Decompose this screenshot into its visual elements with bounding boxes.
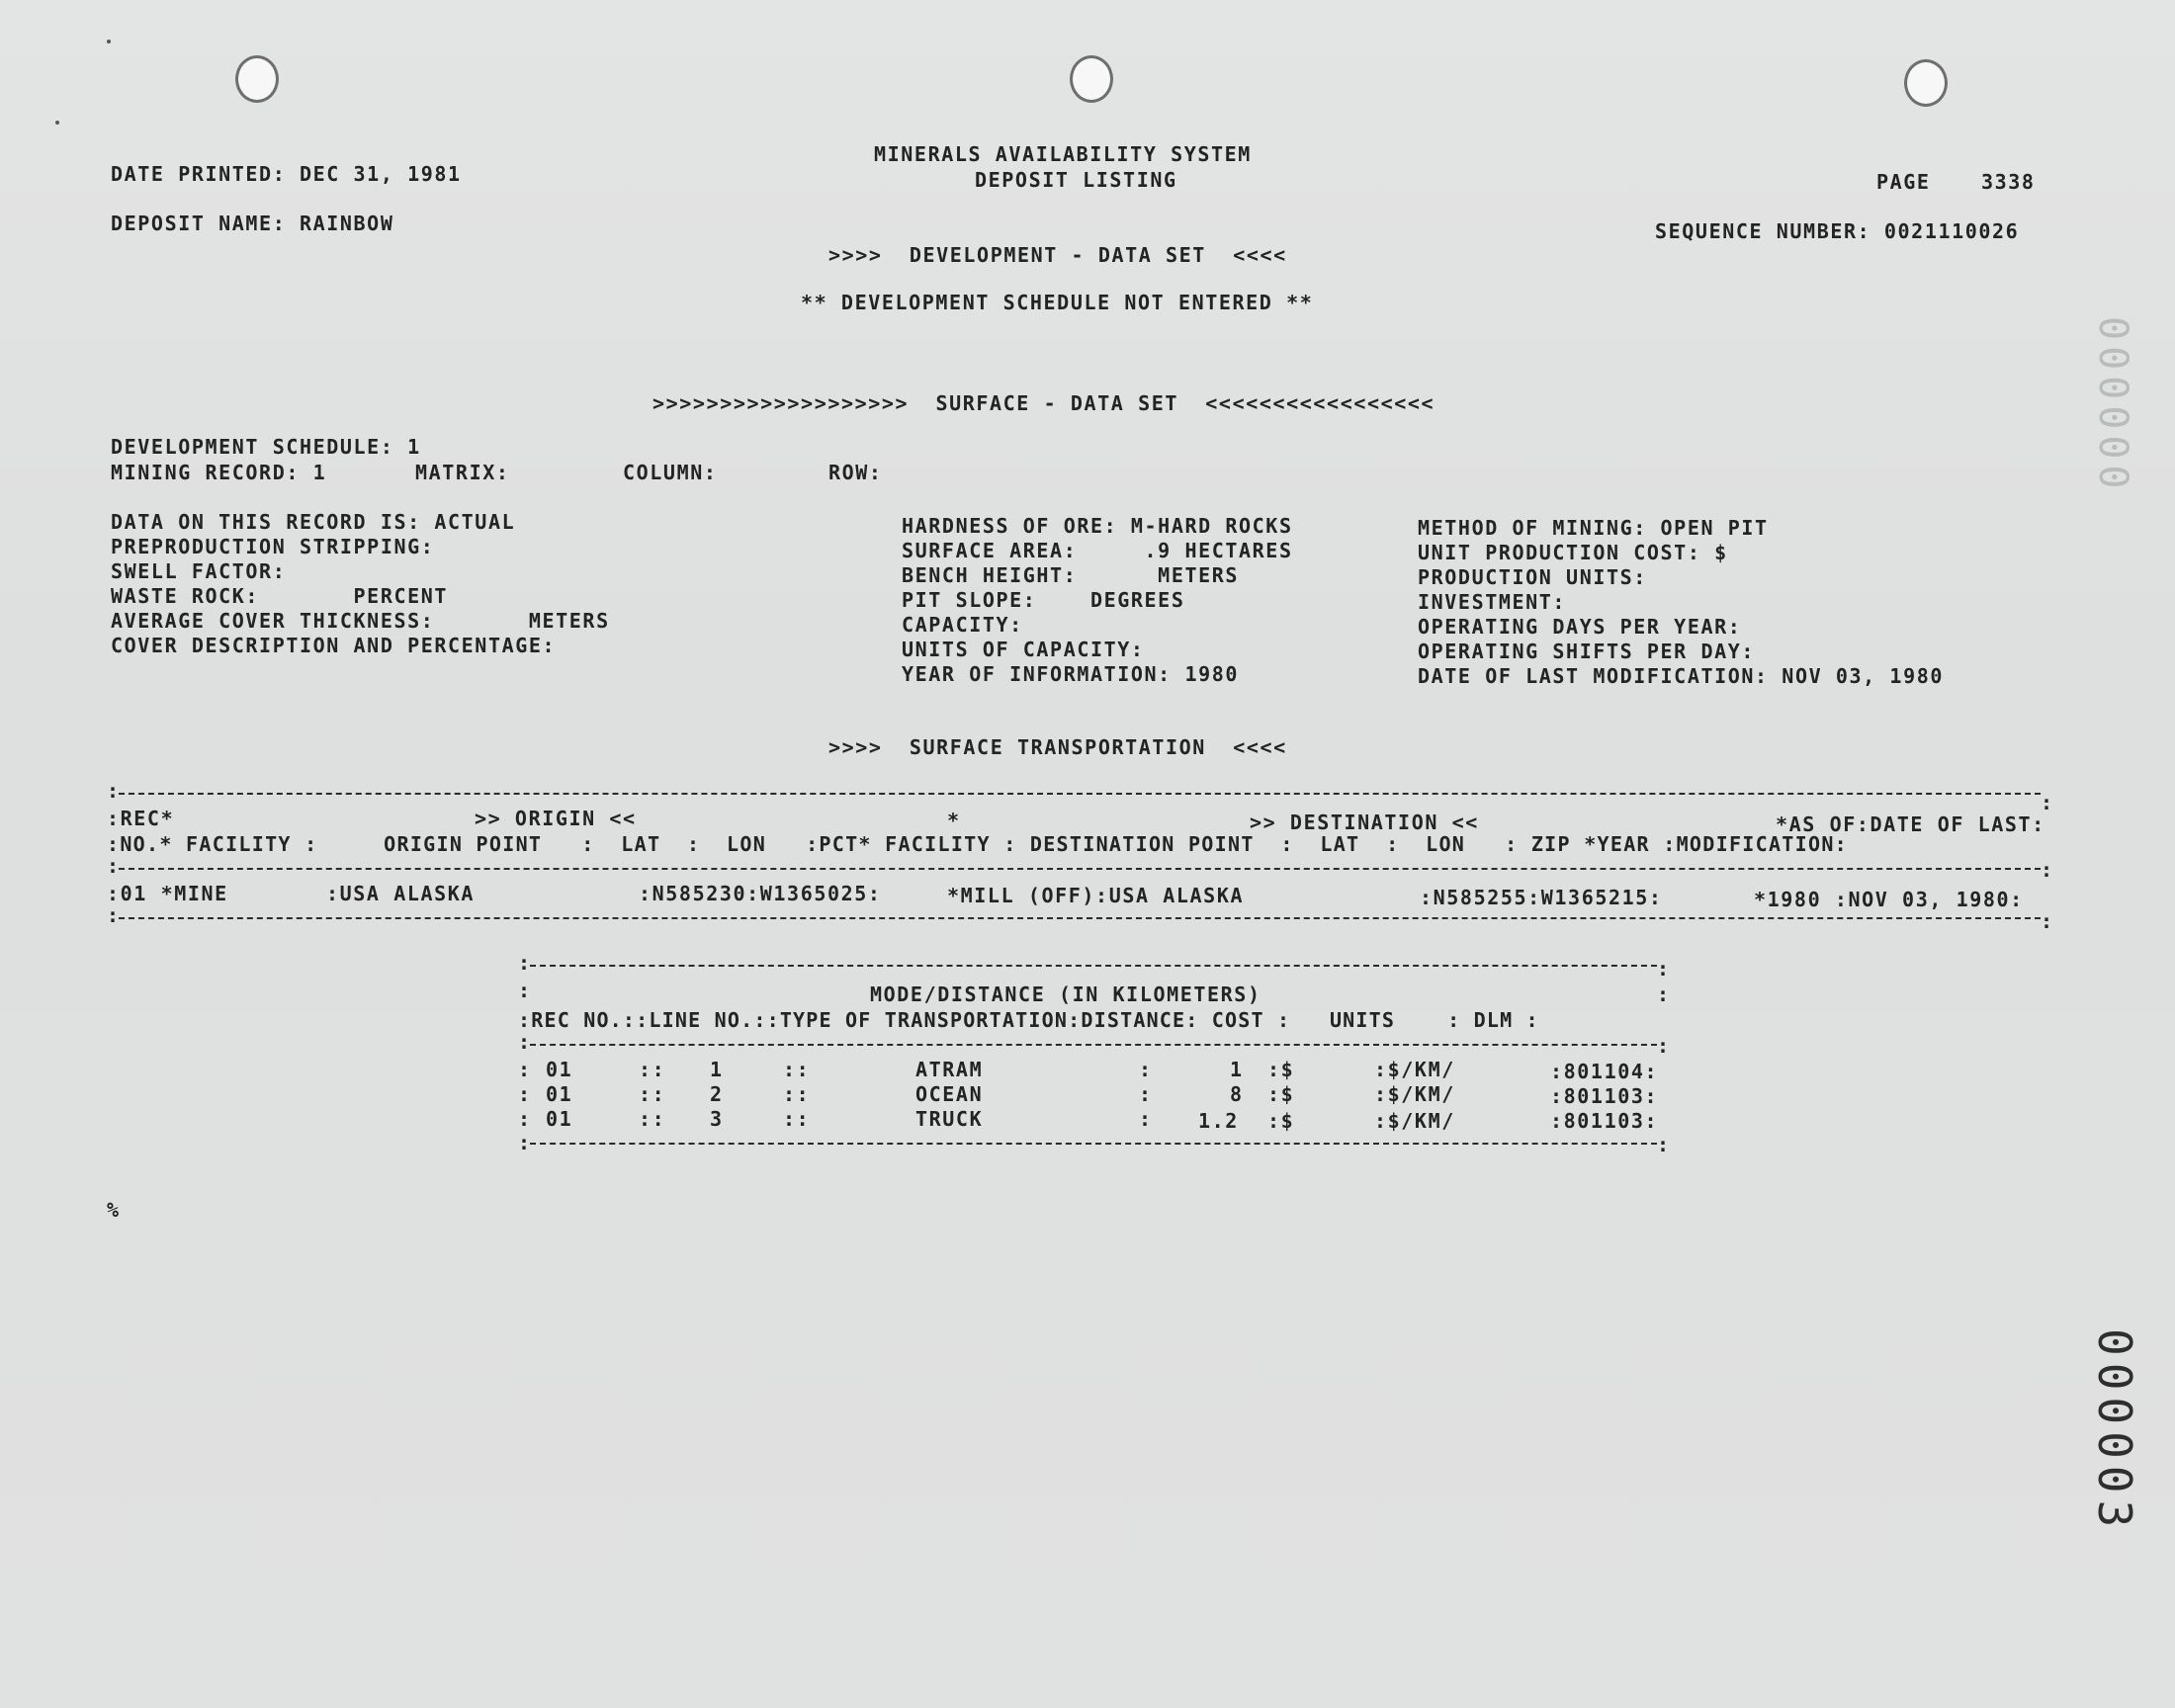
- table-edge-left: :: [107, 779, 120, 803]
- mode-cost: :$: [1267, 1058, 1295, 1081]
- mining-record: MINING RECORD: 1: [111, 461, 327, 484]
- page-number: 3338: [1981, 170, 2036, 194]
- mode-row-sep: :: [518, 1058, 532, 1081]
- development-banner: >>>> DEVELOPMENT - DATA SET <<<<: [828, 243, 1287, 267]
- sequence-number: SEQUENCE NUMBER: 0021110026: [1655, 219, 2020, 243]
- surface-left-field: COVER DESCRIPTION AND PERCENTAGE:: [111, 634, 557, 657]
- table-rule-bottom: [119, 917, 2041, 919]
- mode-line: 1: [710, 1058, 724, 1081]
- transport-head-columns: :NO.* FACILITY : ORIGIN POINT : LAT : LON :PCT* FACILITY : DESTINATION POINT : LAT : LON : ZIP *YEAR :MODIFICATION:: [107, 832, 1849, 856]
- mode-row-sep: :: [518, 1082, 532, 1106]
- mode-edge-left: :: [518, 951, 531, 975]
- mode-edge-left: :: [518, 979, 531, 1002]
- table-edge-right: :: [2041, 909, 2053, 933]
- transport-row-tail: *1980 :NOV 03, 1980:: [1754, 888, 2024, 911]
- surface-banner: >>>>>>>>>>>>>>>>>>> SURFACE - DATA SET <<<<<<<<<<<<<<<<<: [652, 391, 1436, 415]
- surface-left-field: WASTE ROCK: PERCENT: [111, 584, 449, 608]
- mode-edge-right: :: [1657, 1034, 1670, 1058]
- surface-middle-field: HARDNESS OF ORE: M-HARD ROCKS: [902, 514, 1293, 538]
- table-edge-left: :: [107, 903, 120, 927]
- mode-row-sep: :: [1139, 1082, 1153, 1106]
- mode-rec: 01: [546, 1107, 573, 1131]
- date-printed: DATE PRINTED: DEC 31, 1981: [111, 162, 462, 186]
- transport-head-destination: >> DESTINATION <<: [1250, 811, 1479, 834]
- transport-head-asof: *AS OF:DATE OF LAST:: [1776, 812, 2045, 836]
- mode-edge-left: :: [518, 1131, 531, 1154]
- mode-header: :REC NO.::LINE NO.::TYPE OF TRANSPORTATION:DISTANCE: COST : UNITS : DLM :: [518, 1008, 1539, 1032]
- transport-head-rec: :REC*: [107, 807, 175, 830]
- mode-units: :$/KM/: [1374, 1058, 1455, 1081]
- surface-middle-field: UNITS OF CAPACITY:: [902, 638, 1145, 661]
- development-schedule: DEVELOPMENT SCHEDULE: 1: [111, 435, 421, 459]
- transport-banner: >>>> SURFACE TRANSPORTATION <<<<: [828, 735, 1287, 759]
- table-edge-right: :: [2041, 791, 2053, 814]
- mode-row-sep: ::: [639, 1058, 666, 1081]
- surface-right-field: UNIT PRODUCTION COST: $: [1418, 541, 1728, 564]
- table-edge-right: :: [2041, 858, 2053, 882]
- mode-distance: 1: [1230, 1058, 1244, 1081]
- table-rule-top: [119, 793, 2041, 795]
- surface-right-field: OPERATING DAYS PER YEAR:: [1418, 615, 1742, 639]
- transport-row-rec: :01 *MINE: [107, 882, 228, 905]
- mode-line: 2: [710, 1082, 724, 1106]
- percent-mark: %: [107, 1198, 121, 1222]
- transport-row-destination-coords: :N585255:W1365215:: [1420, 886, 1663, 909]
- paper-speck: [107, 40, 111, 43]
- mode-row-sep: ::: [639, 1107, 666, 1131]
- mode-rec: 01: [546, 1082, 573, 1106]
- surface-right-field: METHOD OF MINING: OPEN PIT: [1418, 516, 1769, 540]
- mode-row-sep: ::: [783, 1058, 811, 1081]
- mode-row-sep: ::: [783, 1107, 811, 1131]
- mode-edge-left: :: [518, 1030, 531, 1054]
- surface-middle-field: BENCH HEIGHT: METERS: [902, 563, 1240, 587]
- mode-line: 3: [710, 1107, 724, 1131]
- mode-distance: 8: [1230, 1082, 1244, 1106]
- surface-middle-field: SURFACE AREA: .9 HECTARES: [902, 539, 1293, 562]
- transport-head-origin: >> ORIGIN <<: [475, 807, 637, 830]
- mode-type: TRUCK: [915, 1107, 984, 1131]
- column-label: COLUMN:: [623, 461, 718, 484]
- surface-right-field: INVESTMENT:: [1418, 590, 1567, 614]
- mode-dlm: :801104:: [1550, 1060, 1659, 1083]
- mode-cost: :$: [1267, 1109, 1295, 1133]
- mode-type: OCEAN: [915, 1082, 984, 1106]
- surface-right-field: OPERATING SHIFTS PER DAY:: [1418, 640, 1756, 663]
- transport-row-origin-coords: :N585230:W1365025:: [639, 882, 882, 905]
- punch-hole-center: [1070, 55, 1113, 103]
- mode-edge-right: :: [1657, 957, 1670, 981]
- deposit-name: DEPOSIT NAME: RAINBOW: [111, 212, 394, 235]
- mode-row-sep: :: [1139, 1058, 1153, 1081]
- mode-type: ATRAM: [915, 1058, 984, 1081]
- punch-hole-left: [235, 55, 279, 103]
- transport-row-origin-point: :USA ALASKA: [326, 882, 476, 905]
- table-edge-left: :: [107, 854, 120, 878]
- mode-edge-right: :: [1657, 1133, 1670, 1156]
- surface-middle-field: YEAR OF INFORMATION: 1980: [902, 662, 1240, 686]
- surface-left-field: SWELL FACTOR:: [111, 559, 287, 583]
- matrix-label: MATRIX:: [415, 461, 510, 484]
- surface-middle-field: CAPACITY:: [902, 613, 1023, 637]
- mode-rule-header: [530, 1044, 1657, 1046]
- mode-caption: MODE/DISTANCE (IN KILOMETERS): [870, 982, 1262, 1006]
- table-rule-header: [119, 868, 2041, 870]
- frame-stamp-faint: 000000: [2090, 316, 2135, 495]
- surface-left-field: DATA ON THIS RECORD IS: ACTUAL: [111, 510, 516, 534]
- transport-row-destination: *MILL (OFF):USA ALASKA: [947, 884, 1245, 907]
- mode-rec: 01: [546, 1058, 573, 1081]
- surface-left-field: AVERAGE COVER THICKNESS: METERS: [111, 609, 610, 633]
- listing-title: DEPOSIT LISTING: [975, 168, 1177, 192]
- mode-units: :$/KM/: [1374, 1082, 1455, 1106]
- mode-cost: :$: [1267, 1082, 1295, 1106]
- mode-rule-bottom: [530, 1143, 1657, 1145]
- mode-units: :$/KM/: [1374, 1109, 1455, 1133]
- mode-rule-top: [530, 965, 1657, 967]
- paper-speck: [55, 121, 59, 125]
- mode-dlm: :801103:: [1550, 1109, 1659, 1133]
- row-label: ROW:: [828, 461, 883, 484]
- surface-right-field: DATE OF LAST MODIFICATION: NOV 03, 1980: [1418, 664, 1944, 688]
- frame-number-stamp: 000003: [2088, 1328, 2141, 1535]
- development-notice: ** DEVELOPMENT SCHEDULE NOT ENTERED **: [801, 291, 1314, 314]
- mode-row-sep: ::: [783, 1082, 811, 1106]
- page-label: PAGE: [1876, 170, 1931, 194]
- mode-edge-right: :: [1657, 982, 1670, 1006]
- system-title: MINERALS AVAILABILITY SYSTEM: [874, 142, 1252, 166]
- mode-distance: 1.2: [1198, 1109, 1239, 1133]
- surface-left-field: PREPRODUCTION STRIPPING:: [111, 535, 435, 558]
- mode-row-sep: :: [1139, 1107, 1153, 1131]
- mode-dlm: :801103:: [1550, 1084, 1659, 1108]
- mode-row-sep: :: [518, 1107, 532, 1131]
- mode-row-sep: ::: [639, 1082, 666, 1106]
- surface-middle-field: PIT SLOPE: DEGREES: [902, 588, 1185, 612]
- surface-right-field: PRODUCTION UNITS:: [1418, 565, 1647, 589]
- transport-head-star: *: [947, 809, 961, 832]
- punch-hole-right: [1904, 59, 1948, 107]
